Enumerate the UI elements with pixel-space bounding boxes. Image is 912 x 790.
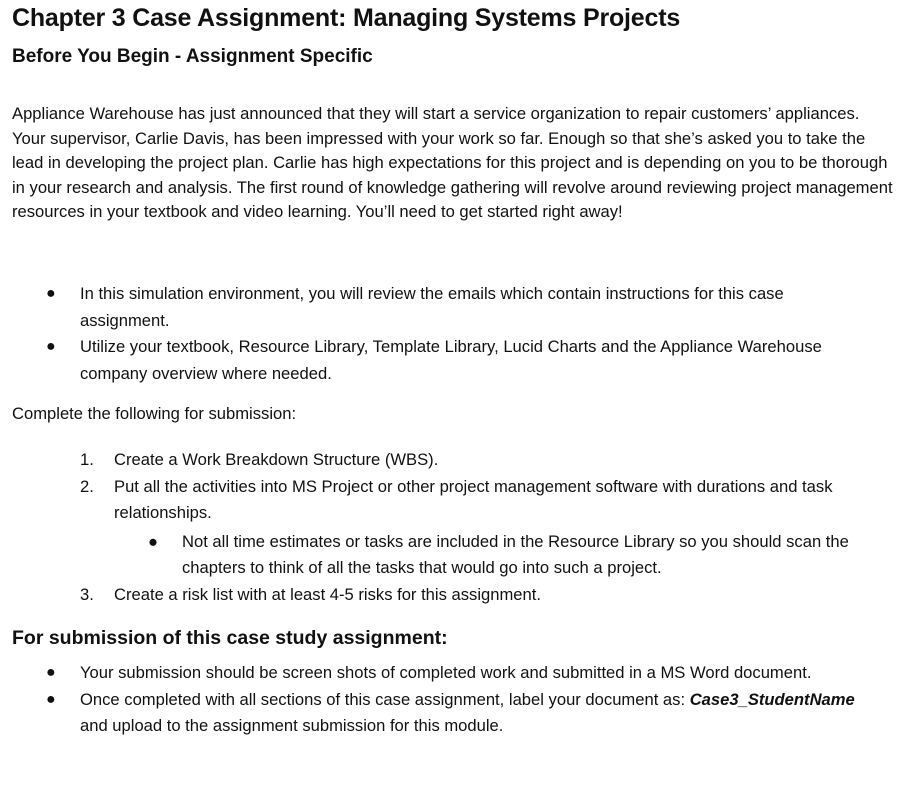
- submission-heading: For submission of this case study assignment:: [12, 627, 448, 649]
- step-item: [12, 474, 892, 582]
- submission-steps: [12, 447, 892, 608]
- bullet-icon: ●: [148, 531, 159, 551]
- step-item: [12, 447, 892, 474]
- step-text: Create a risk list with at least 4-5 risks for this assignment.: [114, 584, 541, 604]
- list-item-text: Your submission should be screen shots of completed work and submitted in a MS Word document.: [80, 663, 812, 682]
- list-item-text: Once completed with all sections of this case assignment, label your document as:: [80, 689, 686, 709]
- step-item: [12, 582, 892, 609]
- list-item-text: In this simulation environment, you will review the emails which contain instructions for this case assignment.: [80, 284, 784, 330]
- list-item-text-suffix: and upload to the assignment submission for this module.: [80, 716, 504, 735]
- bullet-icon: ●: [46, 338, 56, 355]
- step-number: 2.: [80, 476, 94, 496]
- filename-label: Case3_StudentName: [689, 689, 855, 709]
- list-item: [12, 281, 872, 334]
- step-number: 3.: [80, 584, 94, 604]
- bullet-icon: ●: [46, 664, 56, 681]
- instruction-list: [12, 281, 872, 387]
- list-item: [12, 660, 872, 687]
- list-item: [12, 687, 872, 740]
- step-text: Create a Work Breakdown Structure (WBS).: [114, 450, 439, 469]
- intro-paragraph: Appliance Warehouse has just announced that they will start a service organization to repair customers’ appliances. Your supervisor, Carlie Davis, has been impressed with your work so far. Enough so that she’s asked you to take the lead in developing the project plan. Carlie has high expectations for this project and is depending on you to be thorough in your research and analysis. The first round of knowledge gathering will revolve around reviewing project management resources in your textbook and video learning. You’ll need to get started right away!: [12, 104, 893, 221]
- bullet-icon: ●: [46, 690, 56, 708]
- list-item: [12, 334, 872, 387]
- bullet-icon: ●: [46, 285, 56, 302]
- page-title: Chapter 3 Case Assignment: Managing Systems Projects: [12, 4, 681, 32]
- sub-list-item-text: Not all time estimates or tasks are included in the Resource Library so you should scan the chapters to think of all the tasks that would go into such a project.: [182, 531, 849, 577]
- list-item-text: Utilize your textbook, Resource Library, Template Library, Lucid Charts and the Appliance Warehouse company overview where needed.: [80, 337, 822, 383]
- step-sublist: [114, 529, 892, 582]
- page-subtitle: Before You Begin - Assignment Specific: [12, 46, 373, 67]
- step-text: Put all the activities into MS Project or other project management software with durations and task relationships.: [114, 476, 833, 522]
- step-number: 1.: [80, 450, 94, 469]
- sub-list-item: [114, 529, 892, 582]
- complete-label: Complete the following for submission:: [12, 404, 297, 423]
- submission-list: [12, 660, 872, 740]
